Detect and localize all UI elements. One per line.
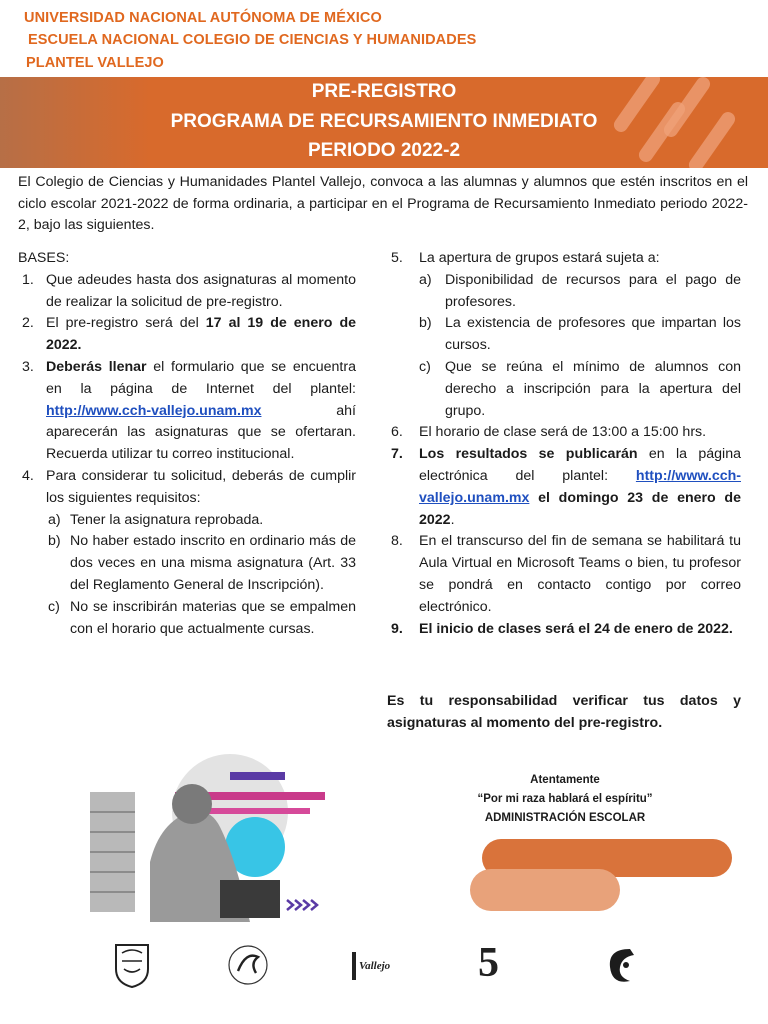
cch-swirl-logo <box>600 940 642 990</box>
signature-office: ADMINISTRACIÓN ESCOLAR <box>484 812 646 824</box>
item-text-part: en la página electrónica del plantel: <box>419 446 741 484</box>
item-number: 1. <box>22 271 34 288</box>
item-text-bold: 17 al 19 de enero de 2022. <box>46 315 356 354</box>
list-item <box>387 619 741 641</box>
vallejo-logo-text: Vallejo <box>359 960 391 972</box>
list-item <box>18 466 356 510</box>
fifty-years-number: 5 <box>478 940 499 986</box>
item-number: 5. <box>391 250 403 266</box>
list-item <box>18 357 356 466</box>
sub-item-letter: c) <box>419 358 431 375</box>
item-text-part: ahí aparecerán las asignaturas que se ofertaran. Recuerda utilizar tu correo institucional. <box>46 402 356 463</box>
signature-block <box>445 771 685 828</box>
title-banner <box>0 77 768 168</box>
item-text-part: . <box>450 511 455 528</box>
item-text-part: El pre-registro será del <box>46 315 206 332</box>
sub-item-text: La existencia de profesores que impartan los cursos. <box>445 315 741 354</box>
sub-item-text: No se inscribirán materias que se empalmen con el horario que actualmente cursas. <box>70 598 356 637</box>
student-illustration <box>80 752 340 922</box>
banner-title: PRE-REGISTRO <box>311 81 457 102</box>
header-campus: PLANTEL VALLEJO <box>26 55 164 71</box>
item-text: La apertura de grupos estará sujeta a: <box>419 250 660 266</box>
item-number: 8. <box>391 533 403 550</box>
header-school: ESCUELA NACIONAL COLEGIO DE CIENCIAS Y HUMANIDADES <box>28 32 477 48</box>
sub-item <box>387 313 741 357</box>
pink-stripe <box>200 808 310 814</box>
item-text-bold: Deberás llenar <box>46 358 147 375</box>
sub-item <box>387 357 741 422</box>
list-item <box>387 531 741 618</box>
sub-item-letter: b) <box>419 315 432 332</box>
item-text <box>46 357 356 466</box>
left-column <box>18 248 356 640</box>
sub-item <box>387 270 741 314</box>
intro-paragraph: El Colegio de Ciencias y Humanidades Plantel Vallejo, convoca a las alumnas y alumnos que estén inscritos en el ciclo escolar 2021-2022 de forma ordinaria, a participar en el Programa de Recursamiento Inmediato periodo 2022-2, bajo las siguientes. <box>18 174 748 233</box>
fifty-years-logo <box>478 940 522 988</box>
signature-closing: Atentamente <box>530 774 600 786</box>
sub-item-text: Disponibilidad de recursos para el pago de profesores. <box>445 271 741 310</box>
bases-heading: BASES: <box>18 250 70 266</box>
banner-period: PERIODO 2022-2 <box>307 140 461 161</box>
vallejo-logo <box>352 952 405 980</box>
student-head <box>172 784 212 824</box>
sub-item-letter: b) <box>48 533 61 550</box>
list-item <box>18 270 356 314</box>
sub-item-letter: c) <box>48 598 60 615</box>
white-gap <box>620 877 750 915</box>
right-column <box>387 248 741 640</box>
item-text: Que adeudes hasta dos asignaturas al momento de realizar la solicitud de pre-registro. <box>46 271 356 310</box>
item-number: 7. <box>391 446 403 463</box>
list-item <box>387 248 741 270</box>
sub-item <box>18 510 356 532</box>
header-university: UNIVERSIDAD NACIONAL AUTÓNOMA DE MÉXICO <box>24 10 382 26</box>
item-text <box>46 313 356 357</box>
laptop-shape <box>220 880 280 918</box>
sub-item-text: Tener la asignatura reprobada. <box>70 511 264 528</box>
item-number: 9. <box>391 620 403 637</box>
item-text: En el transcurso del fin de semana se habilitará tu Aula Virtual en Microsoft Teams o bien, tu profesor se pondrá en contacto contigo por correo electrónico. <box>419 533 741 615</box>
unam-logo <box>112 940 152 990</box>
item-text: El horario de clase será de 13:00 a 15:00 hrs. <box>419 424 707 441</box>
sub-item-text: Que se reúna el mínimo de alumnos con derecho a inscripción para la apertura del grupo. <box>445 358 741 419</box>
sub-item-text: No haber estado inscrito en ordinario más de dos veces en una misma asignatura (Art. 33 del Reglamento General de Inscripción). <box>70 533 356 593</box>
item-text-bold: Los resultados se publicarán <box>419 446 638 463</box>
sub-item-letter: a) <box>419 271 432 288</box>
item-number: 2. <box>22 315 34 332</box>
item-number: 4. <box>22 467 34 484</box>
purple-bar <box>230 772 285 780</box>
sub-item-letter: a) <box>48 511 61 528</box>
website-link[interactable]: http://www.cch-vallejo.unam.mx <box>419 467 741 506</box>
item-text-part: el formulario que se encuentra en la página de Internet del plantel: <box>46 358 356 397</box>
cch-seal-logo <box>226 940 270 990</box>
sub-item <box>18 531 356 596</box>
sub-item <box>18 597 356 641</box>
chevrons-icon <box>287 900 317 910</box>
item-text: Para considerar tu solicitud, deberás de cumplir los siguientes requisitos: <box>46 467 356 506</box>
item-text: El inicio de clases será el 24 de enero de 2022. <box>419 620 733 637</box>
list-item <box>387 444 741 531</box>
signature-motto: “Por mi raza hablará el espíritu” <box>477 793 653 805</box>
banner-program: PROGRAMA DE RECURSAMIENTO INMEDIATO <box>170 111 598 132</box>
responsibility-note: Es tu responsabilidad verificar tus datos y asignaturas al momento del pre-registro. <box>387 693 741 731</box>
orange-decoration <box>470 825 750 915</box>
item-text-bold: el domingo 23 de enero de 2022 <box>419 489 741 528</box>
item-number: 6. <box>391 424 403 441</box>
orange-pill-lower <box>470 869 620 911</box>
list-item <box>387 422 741 444</box>
website-link[interactable]: http://www.cch-vallejo.unam.mx <box>46 402 262 419</box>
item-text <box>419 444 741 531</box>
item-number: 3. <box>22 358 34 375</box>
list-item <box>18 313 356 357</box>
